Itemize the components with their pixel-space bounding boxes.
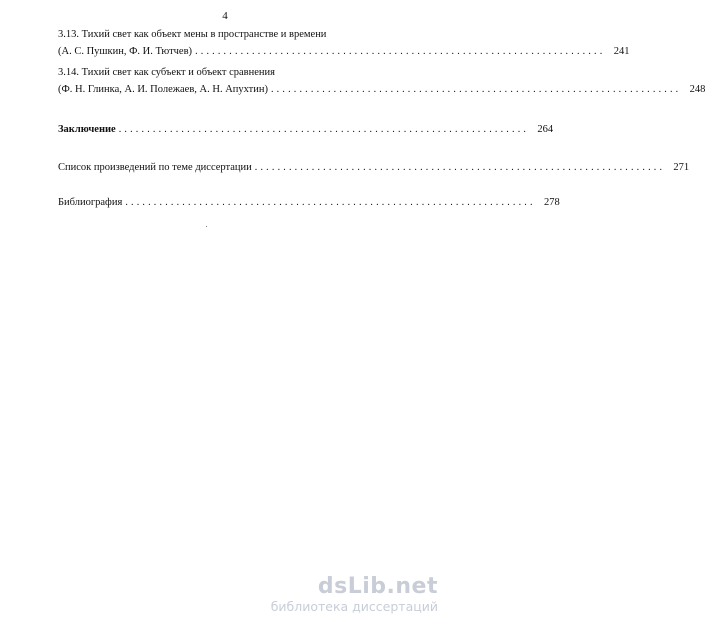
toc-entry-conclusion[interactable] [58,123,554,137]
toc-entry-works-list-page: 271 [673,162,690,173]
toc-entry-314-title-line1: 3.14. Тихий свет как субъект и объект сравнения [58,67,275,78]
toc-entry-works-list-title: Список произведений по теме диссертации [58,161,255,175]
toc-entry-bibliography[interactable] [58,196,560,210]
toc-entry-313-title-line1: 3.13. Тихий свет как объект мены в пространстве и времени [58,29,327,40]
scan-speck [206,226,207,227]
toc-entry-314[interactable] [58,83,705,97]
toc-entry-bibliography-title: Библиография [58,196,125,210]
toc-entry-bibliography-page: 278 [543,197,560,208]
dot-leader: ........................................................................ [270,84,682,95]
toc-entry-conclusion-title: Заключение [58,123,119,137]
dot-leader: ........................................................................ [125,197,536,208]
toc-entry-works-list[interactable] [58,161,690,175]
toc-entry-313[interactable] [58,45,630,59]
dot-leader: ........................................................................ [195,46,606,57]
toc-entry-conclusion-page: 264 [537,124,554,135]
page-number: 4 [222,10,228,22]
dot-leader: ........................................................................ [254,162,666,173]
toc-entry-313-title-line2: (А. С. Пушкин, Ф. И. Тютчев) [58,45,195,59]
dot-leader: ........................................................................ [118,124,530,135]
watermark-brand: dsLib.net [317,574,438,599]
toc-entry-313-page: 241 [613,46,630,57]
toc-entry-314-title-line2: (Ф. Н. Глинка, А. И. Полежаев, А. Н. Апухтин) [58,83,271,97]
toc-entry-314-page: 248 [689,84,705,95]
watermark-subtitle: библиотека диссертаций [270,599,438,614]
watermark [271,575,438,614]
